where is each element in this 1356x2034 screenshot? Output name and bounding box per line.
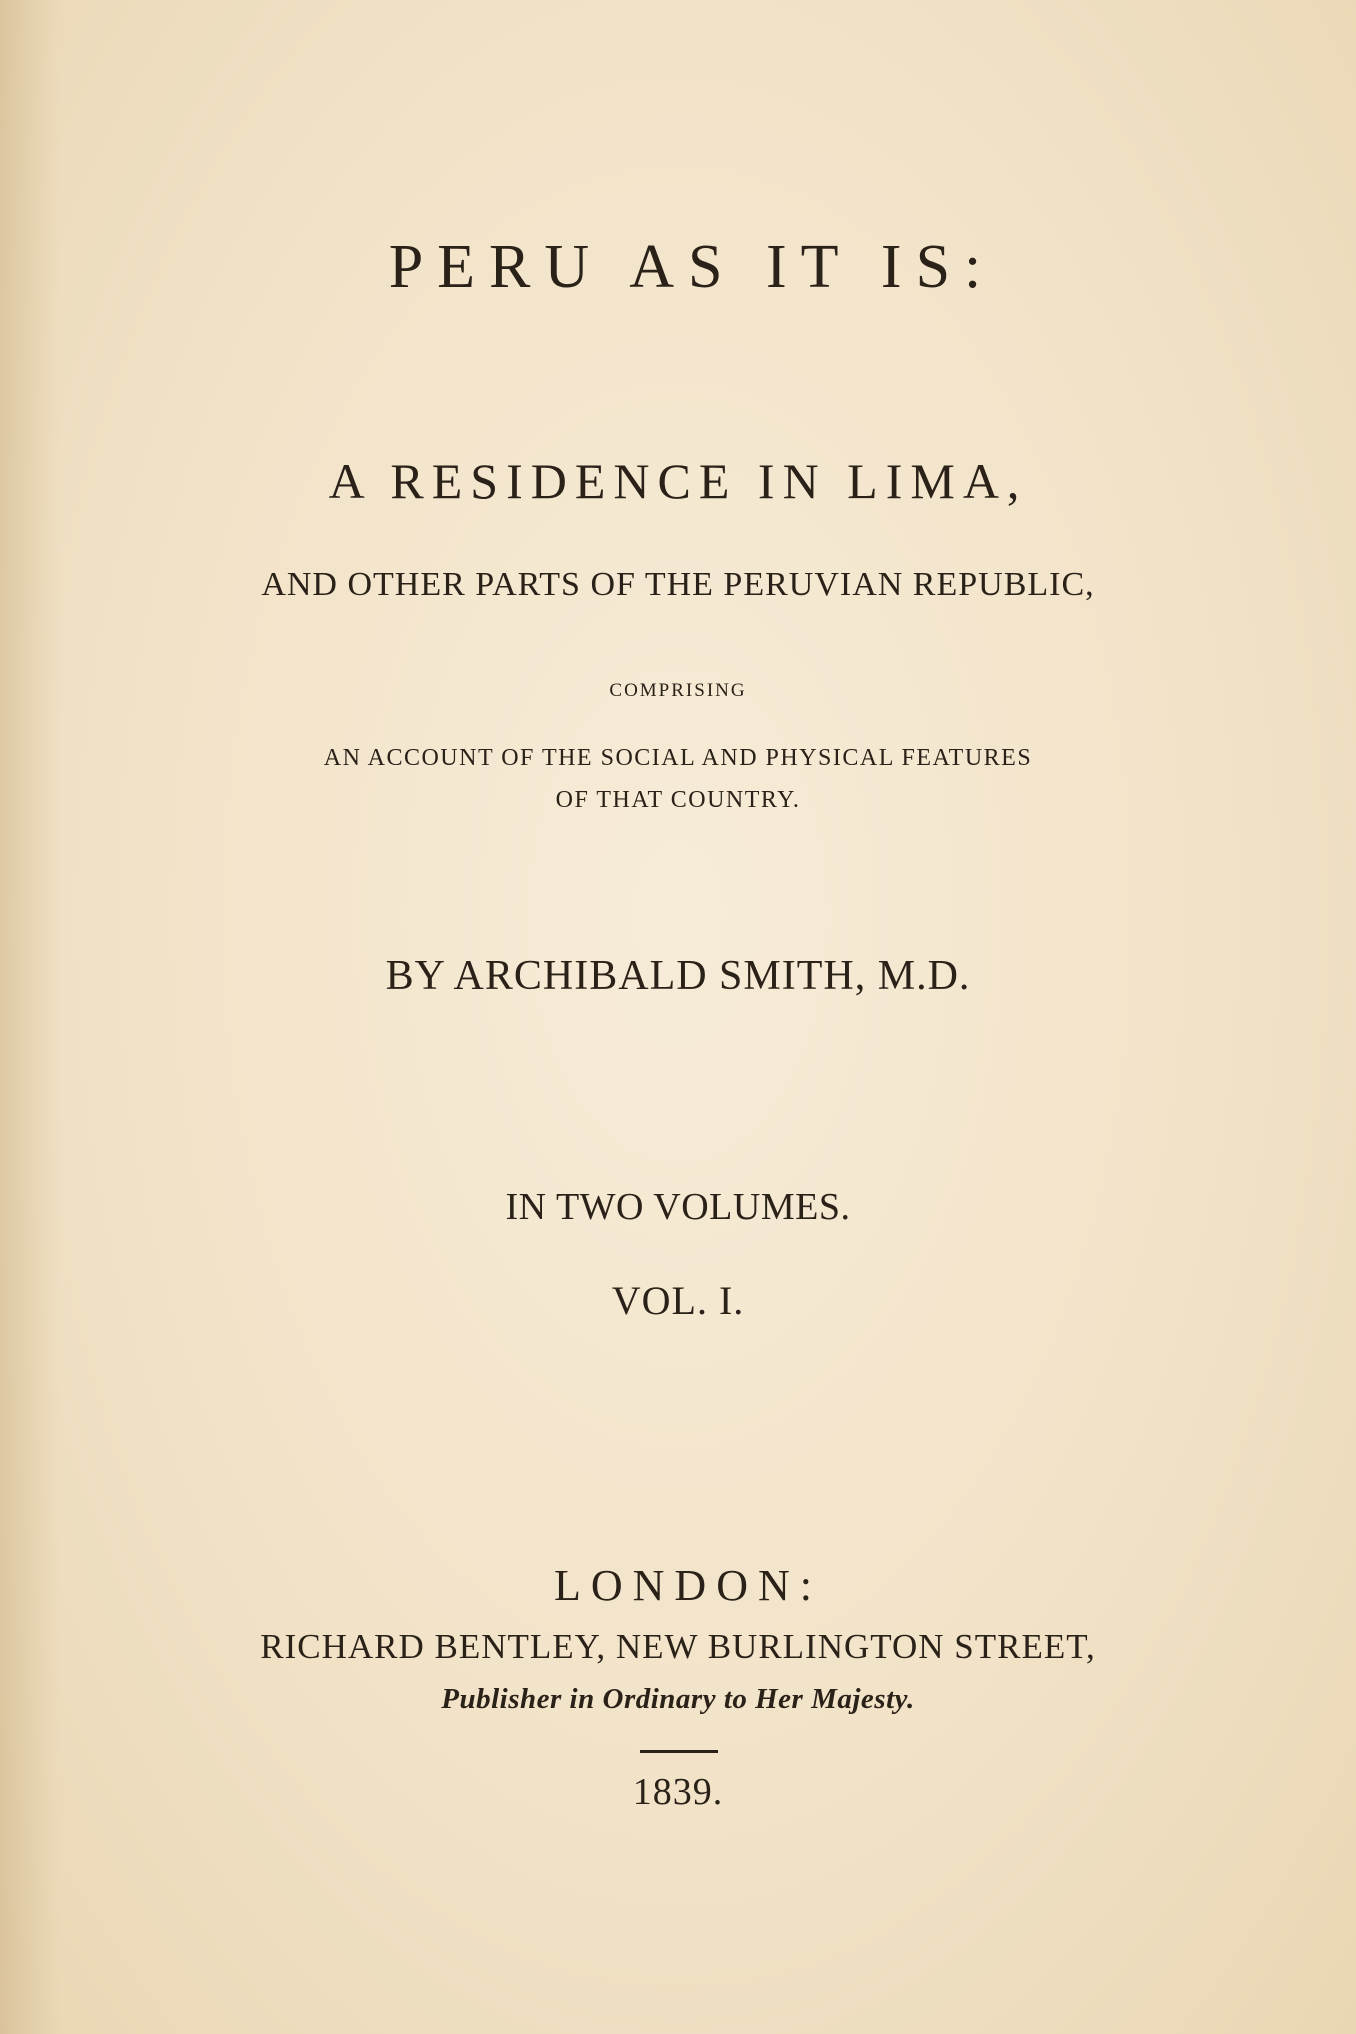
comprising-label: COMPRISING — [609, 680, 747, 701]
book-title: PERU AS IT IS: — [388, 233, 996, 301]
author-line: BY ARCHIBALD SMITH, M.D. — [385, 953, 971, 999]
volume-number: VOL. I. — [611, 1278, 745, 1323]
imprint-publisher-role: Publisher in Ordinary to Her Majesty. — [441, 1683, 915, 1715]
imprint-divider-rule — [640, 1750, 718, 1753]
book-subtitle: A RESIDENCE IN LIMA, — [328, 453, 1028, 509]
volumes-note: IN TWO VOLUMES. — [505, 1186, 851, 1228]
book-subtitle-continuation: AND OTHER PARTS OF THE PERUVIAN REPUBLIC, — [261, 566, 1095, 603]
imprint-city: LONDON: — [554, 1561, 822, 1610]
description-line-1: AN ACCOUNT OF THE SOCIAL AND PHYSICAL FEATURES — [323, 745, 1033, 771]
description-line-2: OF THAT COUNTRY. — [555, 787, 801, 813]
imprint-publisher: RICHARD BENTLEY, NEW BURLINGTON STREET, — [260, 1627, 1096, 1666]
imprint-year: 1839. — [632, 1771, 724, 1813]
